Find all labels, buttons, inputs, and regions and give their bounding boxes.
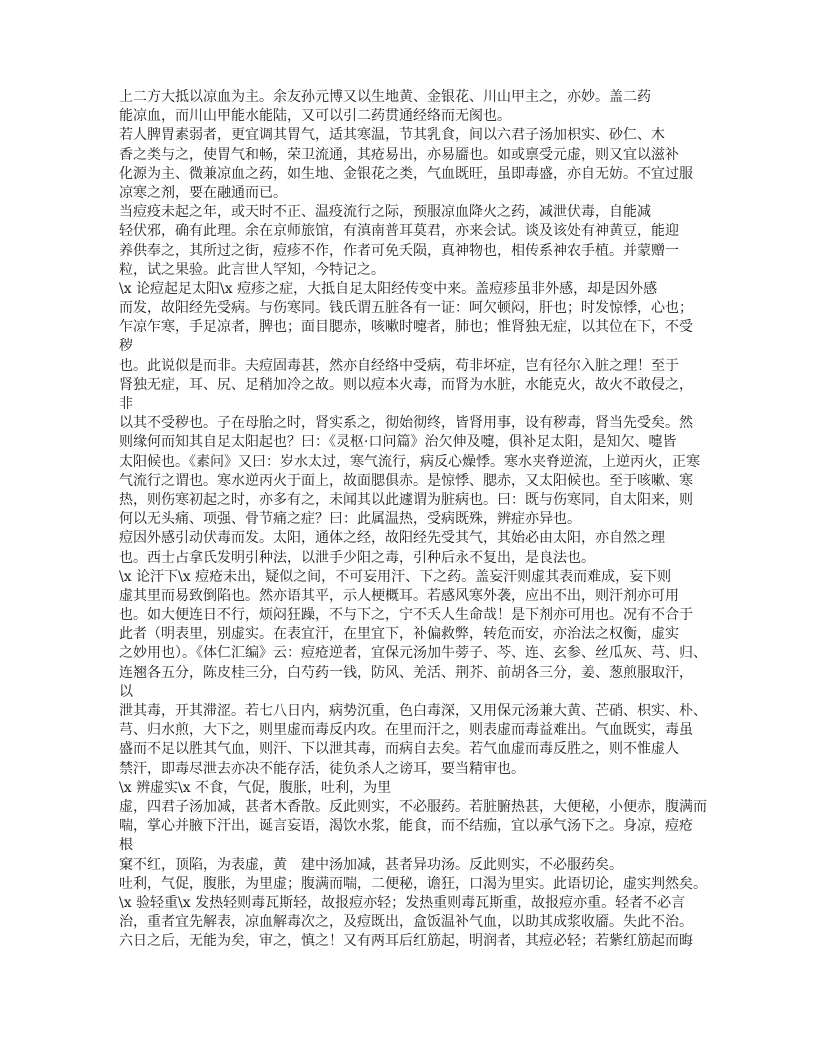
text-line: 痘因外感引动伏毒而发。太阳，通体之经，故阳经先受其气，其始必由太阳，亦自然之理 <box>119 530 665 547</box>
text-line: 乍凉乍寒，手足凉者，脾也；面目腮赤，咳嗽时嚏者，肺也；惟肾独无症，以其位在下，不受 <box>119 319 693 336</box>
text-line: 何以无头痛、项强、骨节痛之症？曰：此属温热，受病既殊，辨症亦异也。 <box>119 511 581 528</box>
text-line: 若人脾胃素弱者，更宜调其胃气，适其寒温，节其乳食，间以六君子汤加枳实、砂仁、木 <box>119 127 665 144</box>
text-line: 治，重者宜先解表，凉血解毒次之，及痘既出，盒饭温补气血，以助其成浆收靥。失此不治。 <box>119 914 693 931</box>
text-line: 此者（明表里，别虚实。在表宜汗，在里宜下，补偏救弊，转危而安，亦治法之权衡，虚实 <box>119 626 679 643</box>
text-line: 凉寒之剂，要在融通而已。 <box>119 184 287 201</box>
text-line: 太阳候也。《素问》又曰：岁水太过，寒气流行，病反心燥悸。寒水夹脊逆流，上逆丙火，正寒 <box>119 453 700 470</box>
text-line: 禁汗，即毒尽泄去亦决不能存活，徒负杀人之谤耳，要当精审也。 <box>119 760 525 777</box>
text-line: 连翘各五分，陈皮桂三分，白芍药一钱，防风、羌活、荆芥、前胡各三分，姜、葱煎服取汗， <box>119 664 693 681</box>
text-line: 热，则伤寒初起之时，亦多有之，未闻其以此遽谓为脏病也。曰：既与伤寒同，自太阳来，则 <box>119 491 693 508</box>
text-line: 上二方大抵以凉血为主。余友孙元博又以生地黄、金银花、川山甲主之，亦妙。盖二药 <box>119 89 651 105</box>
text-line: 也。如大便连日不行，烦闷狂躁，不与下之，宁不夭人生命哉！是下剂亦可用也。况有不合于 <box>119 607 693 624</box>
text-line: 肾独无症，耳、尻、足稍加冷之故。则以痘本火毒，而肾为水脏，水能克火，故火不敢侵之， <box>119 376 693 393</box>
text-line: 能凉血，而川山甲能水能陆，又可以引二药贯通经络而无阂也。 <box>119 108 511 125</box>
text-line: 香之类与之，使胃气和畅，荣卫流通，其疮易出，亦易靥也。如或禀受元虚，则又宜以滋补 <box>119 146 679 163</box>
text-line: 以 <box>119 683 133 700</box>
text-line: 也。西士占拿氏发明引种法，以泄手少阳之毒，引种后永不复出，是良法也。 <box>119 549 595 566</box>
text-line: 化源为主、微兼凉血之药，如生地、金银花之类，气血既旺，虽即毒盛，亦自无妨。不宜过服 <box>119 165 693 182</box>
text-line: \x 论痘起足太阳\x 痘疹之症，大抵自足太阳经传变中来。盖痘疹虽非外感，却是因外感 <box>119 280 658 297</box>
text-block <box>119 88 711 951</box>
text-line: \x 辨虚实\x 不食，气促，腹胀，吐利，为里 <box>119 779 392 796</box>
text-line: 芎、归水煎，大下之，则里虚而毒反内攻。在里而汗之，则表虚而毒益难出。气血既实，毒虽 <box>119 722 693 739</box>
text-line: 之妙用也）。《体仁汇编》云：痘疮逆者，宜保元汤加牛蒡子、芩、连、玄参、丝瓜灰、芎、归、 <box>119 645 707 662</box>
text-line: 以其不受秽也。子在母胎之时，肾实系之，彻始彻终，皆肾用事，设有秽毒，肾当先受矣。然 <box>119 415 693 432</box>
text-line: 根 <box>119 837 133 854</box>
text-line: 而发，故阳经先受病。与伤寒同。钱氏谓五脏各有一证：呵欠顿闷，肝也；时发惊悸，心也； <box>119 300 693 317</box>
text-line: 非 <box>119 396 133 412</box>
text-line: \x 论汗下\x 痘疮未出，疑似之间，不可妄用汗、下之药。盖妄汗则虚其表而难成，妄下则 <box>119 568 672 585</box>
text-line: 则缘何而知其自足太阳起也？曰：《灵枢·口问篇》治欠伸及嚏，俱补足太阳，是知欠、嚏皆 <box>119 434 677 451</box>
text-line: 喘，掌心并腋下汗出，诞言妄语，渴饮水浆，能食，而不结痂，宜以承气汤下之。身凉，痘疮 <box>119 818 693 835</box>
text-line: 秽 <box>119 338 133 355</box>
text-line: 窠不红，顶陷，为表虚，黄 建中汤加减，甚者异功汤。反此则实，不必服药矣。 <box>119 856 623 873</box>
text-line: \x 验轻重\x 发热轻则毒瓦斯轻，故报痘亦轻；发热重则毒瓦斯重，故报痘亦重。轻者不必言 <box>119 894 686 911</box>
text-line: 当痘疫未起之年，或天时不正、温疫流行之际，预服凉血降火之药，减泄伏毒，自能减 <box>119 204 651 221</box>
text-line: 盛而不足以胜其气血，则汗、下以泄其毒，而病自去矣。若气血虚而毒反胜之，则不惟虚人 <box>119 741 679 758</box>
text-line: 养供奉之，其所过之街，痘疹不作，作者可免夭陨，真神物也，相传系神农手植。并蒙赠一 <box>119 242 679 259</box>
text-line: 轻伏邪，确有此理。余在京师旅馆，有滇南普耳莫君，亦来会试。谈及该处有神黄豆，能迎 <box>119 223 679 240</box>
text-line: 吐利，气促，腹胀，为里虚；腹满而喘，二便秘，谵狂，口渴为里实。此语切论，虚实判然矣。 <box>119 875 707 892</box>
text-line: 气流行之谓也。寒水逆丙火于面上，故面腮俱赤。是惊悸、腮赤，又太阳候也。至于咳嗽、寒 <box>119 472 693 489</box>
text-line: 泄其毒，开其滞涩。若七八日内，病势沉重，色白毒深，又用保元汤兼大黄、芒硝、枳实、朴、 <box>119 703 707 719</box>
text-line: 粒，试之果验。此言世人罕知，今特记之。 <box>119 261 385 278</box>
text-line: 虚其里而易致倒陷也。然亦语其平，示人梗概耳。若感风寒外袭，应出不出，则汗剂亦可用 <box>119 587 679 604</box>
text-line: 六日之后，无能为矣，审之，慎之！又有两耳后红筋起，明润者，其痘必轻；若紫红筋起而晦 <box>119 933 693 950</box>
text-line: 也。此说似是而非。夫痘固毒甚，然亦自经络中受病，苟非坏症，岂有径尔入脏之理！至于 <box>119 357 679 374</box>
text-line: 虚，四君子汤加减，甚者木香散。反此则实，不必服药。若脏腑热甚，大便秘，小便赤，腹满而 <box>119 798 707 815</box>
